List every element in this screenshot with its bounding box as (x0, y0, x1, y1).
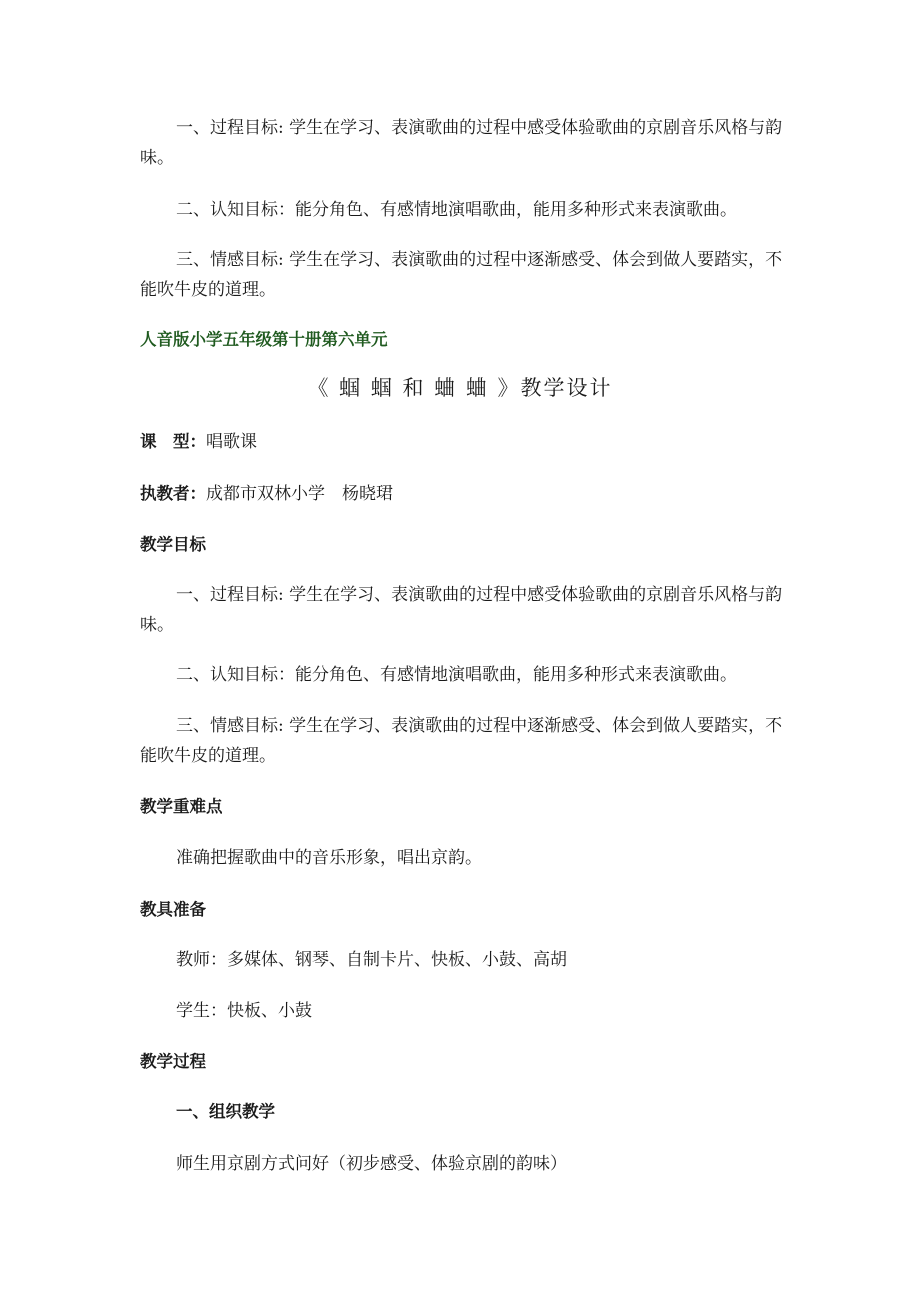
teacher-line (140, 479, 785, 509)
goal-1: 一、过程目标: 学生在学习、表演歌曲的过程中感受体验歌曲的京剧音乐风格与韵味。 (140, 585, 783, 635)
goals-heading: 教学目标 (140, 535, 206, 554)
lesson-type-label: 课 型： (140, 432, 206, 451)
top-goal-1: 一、过程目标: 学生在学习、表演歌曲的过程中感受体验歌曲的京剧音乐风格与韵味。 (140, 118, 783, 168)
teacher-label: 执教者： (140, 484, 206, 503)
goal-2: 二、认知目标：能分角色、有感情地演唱歌曲，能用多种形式来表演歌曲。 (176, 665, 737, 685)
teacher-value: 成都市双林小学 杨晓珺 (206, 484, 393, 504)
step1-heading: 一、组织教学 (176, 1102, 275, 1121)
materials-heading: 教具准备 (140, 900, 206, 919)
process-heading: 教学过程 (140, 1052, 206, 1071)
document-title: 《 蝈 蝈 和 蛐 蛐 》教学设计 (307, 376, 613, 400)
key-points-heading: 教学重难点 (140, 797, 223, 816)
materials-student: 学生：快板、小鼓 (176, 1001, 312, 1021)
lesson-type-value: 唱歌课 (206, 432, 257, 452)
top-goal-3: 三、情感目标: 学生在学习、表演歌曲的过程中逐渐感受、体会到做人要踏实，不能吹牛皮的道理。 (140, 250, 783, 300)
key-points-text: 准确把握歌曲中的音乐形象，唱出京韵。 (176, 848, 482, 868)
goal-3: 三、情感目标: 学生在学习、表演歌曲的过程中逐渐感受、体会到做人要踏实，不能吹牛皮的道理。 (140, 716, 783, 766)
top-goal-2: 二、认知目标：能分角色、有感情地演唱歌曲，能用多种形式来表演歌曲。 (176, 200, 737, 220)
materials-teacher: 教师：多媒体、钢琴、自制卡片、快板、小鼓、高胡 (176, 950, 567, 970)
lesson-type-line (140, 427, 785, 457)
unit-heading: 人音版小学五年级第十册第六单元 (140, 330, 388, 349)
step1-text: 师生用京剧方式问好（初步感受、体验京剧的韵味） (176, 1154, 567, 1174)
